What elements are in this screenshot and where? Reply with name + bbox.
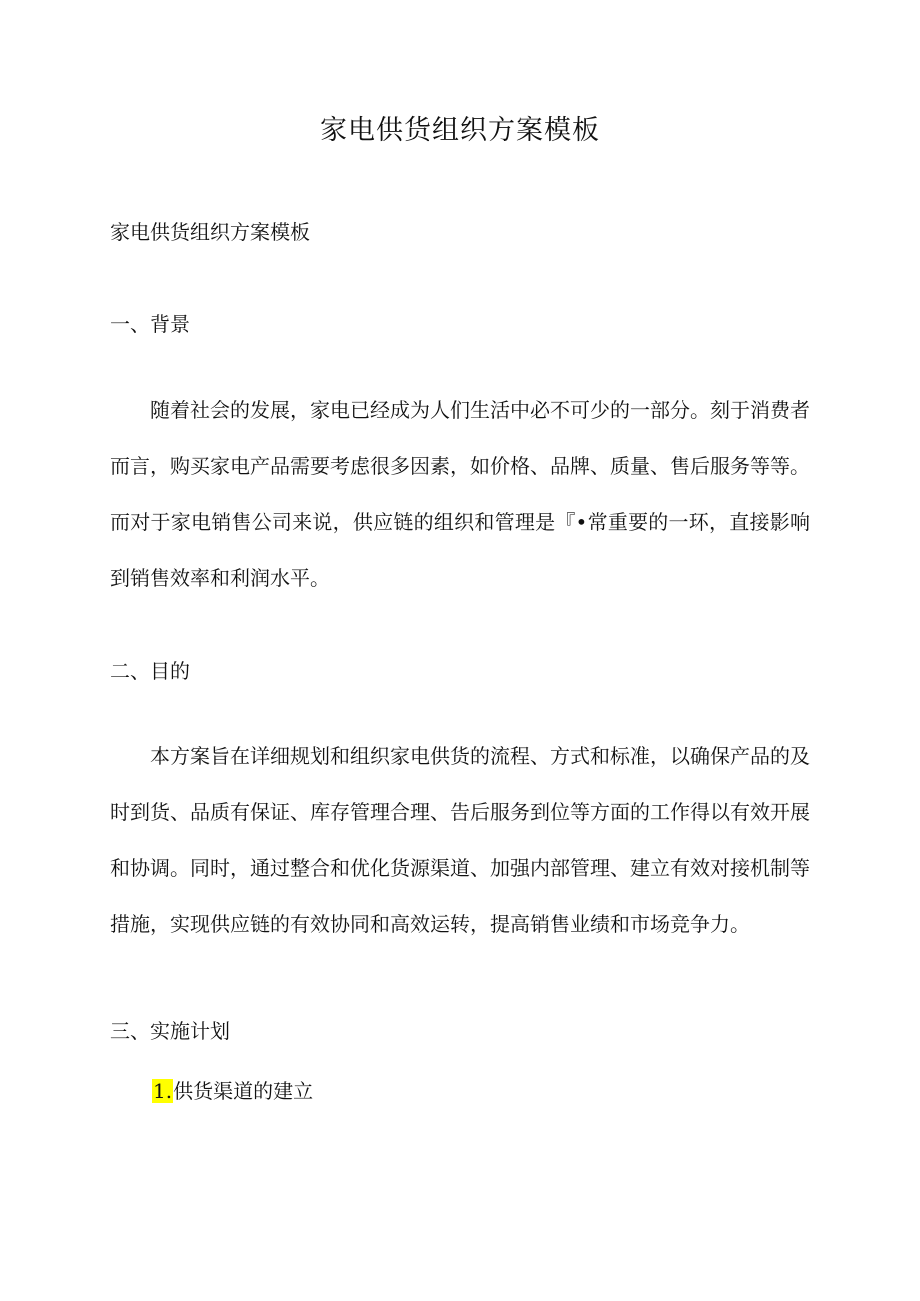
document-subtitle: 家电供货组织方案模板 [110,220,310,244]
document-title: 家电供货组织方案模板 [320,115,600,146]
list-item [152,1075,852,1104]
section-paragraph-background [110,382,810,606]
paragraph-text: 随着社会的发展，家电已经成为人们生活中必不可少的一部分。刻于消费者而言，购买家电产品需要考虑很多因素，如价格、品牌、质量、售后服务等等。而对于家电销售公司来说，供应链的组织和管理是『•常重要的一环，直接影响到销售效率和利润水平。 [110,398,810,590]
list-item-text: 供货渠道的建立 [173,1079,314,1103]
paragraph-text: 本方案旨在详细规划和组织家电供货的流程、方式和标准，以确保产品的及时到货、品质有保证、库存管理合理、告后服务到位等方面的工作得以有效开展和协调。同时，通过整合和优化货源渠道、加强内部管理、建立有效对接机制等措施，实现供应链的有效协同和高效运转，提高销售业绩和市场竞争力。 [110,744,810,936]
section-heading-plan: 三、实施计划 [110,1019,230,1043]
list-item-number: 1. [153,1079,173,1103]
section-paragraph-purpose [110,728,810,952]
section-heading-purpose: 二、目的 [110,659,190,683]
section-heading-background: 一、背景 [110,312,190,336]
